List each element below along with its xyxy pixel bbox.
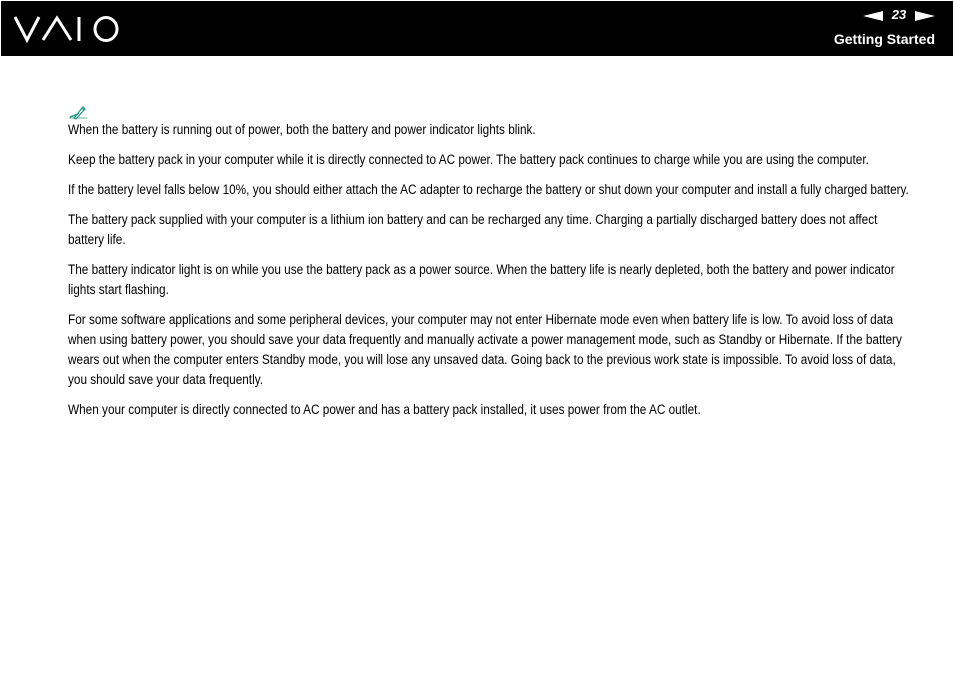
- vaio-logo: [13, 15, 121, 43]
- main-content: [68, 104, 914, 420]
- paragraph: If the battery level falls below 10%, you should either attach the AC adapter to recharge the battery or shut down your computer and install a fully charged battery.: [68, 182, 909, 197]
- section-title: Getting Started: [833, 31, 935, 47]
- page-number: 23: [891, 7, 907, 22]
- paragraph: The battery indicator light is on while you use the battery pack as a power source. When the battery life is nearly depleted, both the battery and power indicator lights start flashing.: [68, 262, 895, 297]
- triangle-right-icon[interactable]: [915, 11, 935, 21]
- paragraph: The battery pack supplied with your computer is a lithium ion battery and can be recharged any time. Charging a partially discharged battery does not affect battery life.: [68, 212, 878, 247]
- note-pencil-icon: [68, 104, 88, 120]
- paragraph: When your computer is directly connected to AC power and has a battery pack installed, it uses power from the AC outlet.: [68, 402, 701, 417]
- triangle-left-icon[interactable]: [863, 11, 883, 21]
- paragraph: For some software applications and some peripheral devices, your computer may not enter Hibernate mode even when battery life is low. To avoid loss of data when using battery power, you should save your data frequently and manually activate a power management mode, such as Standby or Hibernate. If the battery wears out when the computer enters Standby mode, you will lose any unsaved data. Going back to the previous work state is impossible. To avoid loss of data, you should save your data frequently.: [68, 312, 902, 387]
- paragraph: Keep the battery pack in your computer while it is directly connected to AC power. The battery pack continues to charge while you are using the computer.: [68, 152, 869, 167]
- paragraph: When the battery is running out of power, both the battery and power indicator lights blink.: [68, 122, 536, 137]
- page-header: [1, 1, 953, 56]
